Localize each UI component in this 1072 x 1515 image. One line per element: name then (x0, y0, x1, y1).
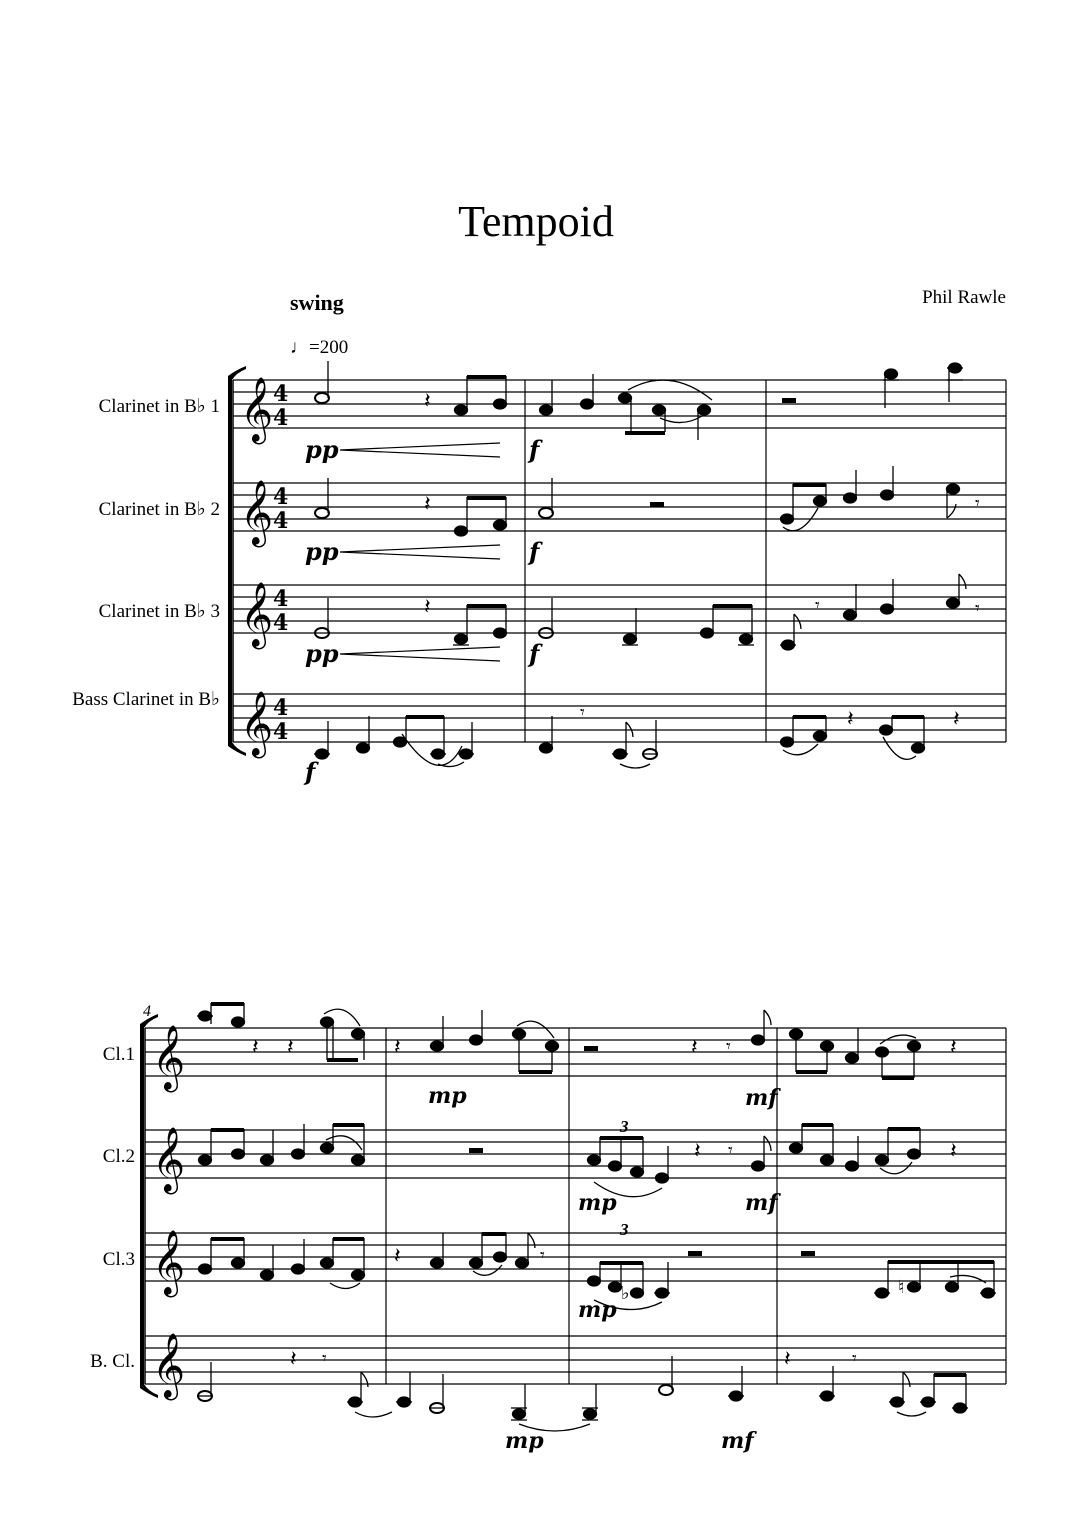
treble-clef-icon: 𝄞 (152, 1333, 186, 1398)
staff-system1-cl1 (233, 380, 1006, 428)
tempo-marking: swing (290, 290, 344, 315)
dynamic-marking: f (529, 537, 540, 566)
tuplet-number: 3 (620, 1220, 629, 1239)
svg-text:𝄾: 𝄾 (815, 595, 820, 616)
tuplet-number: 3 (620, 1117, 629, 1136)
svg-text:𝄽: 𝄽 (287, 1035, 294, 1060)
treble-clef-icon: 𝄞 (240, 480, 274, 545)
dynamic-marking: mp (428, 1083, 467, 1109)
time-sig-top: 4 (273, 695, 289, 721)
dynamic-marking: mf (745, 1190, 778, 1216)
svg-text:𝄽: 𝄽 (252, 1035, 259, 1060)
score-title: Tempoid (458, 197, 614, 246)
svg-text:𝄾: 𝄾 (726, 1036, 731, 1057)
dynamic-marking: pp (305, 537, 339, 566)
instrument-name-cl3: Clarinet in B♭ 3 (98, 601, 220, 622)
dynamic-marking: pp (305, 435, 339, 464)
svg-text:𝄾: 𝄾 (852, 1348, 857, 1369)
time-sig-bottom: 4 (273, 405, 289, 431)
instrument-abbrev-cl2: Cl.2 (102, 1146, 135, 1167)
svg-text:𝄽: 𝄽 (953, 707, 960, 732)
instrument-name-cl2: Clarinet in B♭ 2 (98, 499, 220, 520)
dynamic-marking: pp (305, 639, 339, 668)
dynamic-marking: f (305, 757, 316, 786)
treble-clef-icon: 𝄞 (152, 1025, 186, 1090)
svg-text:𝄽: 𝄽 (694, 1139, 701, 1164)
svg-text:𝄾: 𝄾 (322, 1348, 327, 1369)
svg-text:𝄽: 𝄽 (394, 1244, 401, 1269)
svg-text:♮: ♮ (898, 1277, 905, 1298)
svg-text:♭: ♭ (621, 1283, 630, 1304)
treble-clef-icon: 𝄞 (240, 582, 274, 647)
dynamic-marking: f (529, 639, 540, 668)
composer-name: Phil Rawle (922, 287, 1006, 308)
svg-text:𝄾: 𝄾 (540, 1245, 545, 1266)
time-sig-bottom: 4 (273, 719, 289, 745)
staff-system2-cl3 (145, 1233, 1006, 1281)
staff-system2-cl2 (145, 1130, 1006, 1178)
time-sig-top: 4 (273, 484, 289, 510)
svg-text:𝄽: 𝄽 (424, 492, 431, 517)
dynamic-marking: mp (505, 1428, 544, 1454)
staff-system1-bass-cl (233, 694, 1006, 742)
instrument-abbrev-bass-cl: B. Cl. (90, 1351, 135, 1372)
instrument-abbrev-cl3: Cl.3 (102, 1249, 135, 1270)
time-sig-top: 4 (273, 586, 289, 612)
dynamic-marking: f (529, 435, 540, 464)
svg-text:𝄽: 𝄽 (290, 1347, 297, 1372)
time-sig-bottom: 4 (273, 610, 289, 636)
metronome-marking: ♩=200 (290, 337, 349, 358)
treble-clef-icon: 𝄞 (152, 1127, 186, 1192)
svg-text:𝄽: 𝄽 (784, 1347, 791, 1372)
svg-text:𝄾: 𝄾 (728, 1140, 733, 1161)
instrument-name-bass-cl: Bass Clarinet in B♭ (72, 689, 220, 710)
svg-text:𝄽: 𝄽 (950, 1035, 957, 1060)
time-sig-bottom: 4 (273, 508, 289, 534)
measure-number: 4 (143, 1003, 151, 1020)
svg-text:𝄽: 𝄽 (394, 1035, 401, 1060)
svg-text:𝄽: 𝄽 (691, 1035, 698, 1060)
svg-text:𝄽: 𝄽 (424, 595, 431, 620)
dynamic-marking: mp (578, 1297, 617, 1323)
treble-clef-icon: 𝄞 (240, 377, 274, 442)
dynamic-marking: mp (578, 1190, 617, 1216)
staff-system2-bass-cl (145, 1336, 1006, 1384)
time-sig-top: 4 (273, 381, 289, 407)
dynamic-marking: mf (721, 1428, 754, 1454)
svg-text:𝄾: 𝄾 (580, 702, 585, 723)
instrument-abbrev-cl1: Cl.1 (102, 1044, 135, 1065)
svg-text:𝄽: 𝄽 (847, 707, 854, 732)
dynamic-marking: mf (745, 1085, 778, 1111)
treble-clef-icon: 𝄞 (240, 691, 274, 756)
instrument-name-cl1: Clarinet in B♭ 1 (98, 396, 220, 417)
svg-text:𝄽: 𝄽 (424, 389, 431, 414)
svg-text:𝄾: 𝄾 (975, 598, 980, 619)
svg-text:𝄽: 𝄽 (950, 1139, 957, 1164)
treble-clef-icon: 𝄞 (152, 1230, 186, 1295)
svg-text:𝄾: 𝄾 (975, 493, 980, 514)
